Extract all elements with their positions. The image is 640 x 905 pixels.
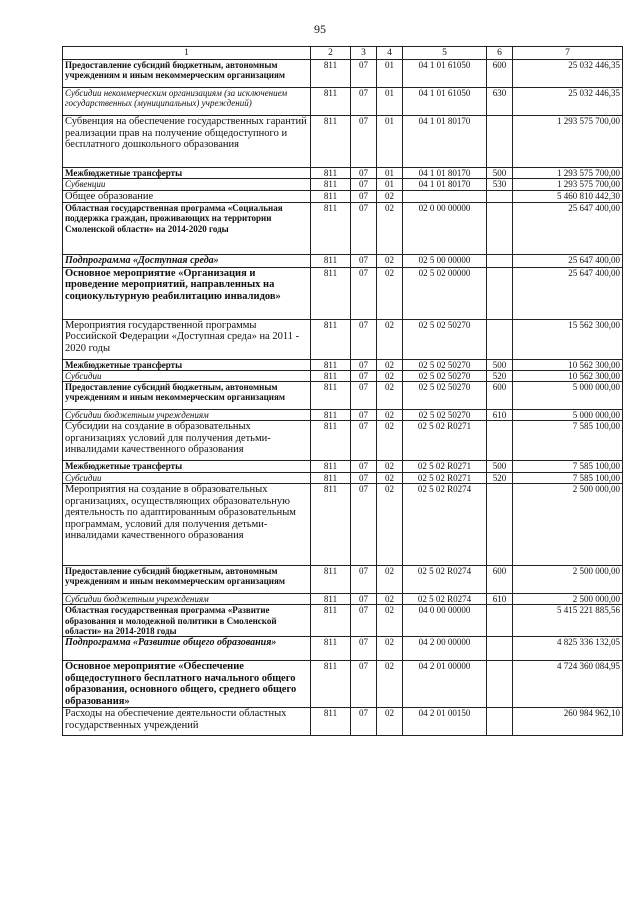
table-row (63, 116, 623, 168)
row-target-article: 02 5 02 R0274 (403, 484, 487, 566)
row-amount: 25 032 446,35 (513, 60, 623, 88)
row-code: 811 (311, 472, 351, 483)
row-name: Предоставление субсидий бюджетным, автономным учреждениям и иным некоммерческим организациям (63, 566, 311, 594)
table-row (63, 168, 623, 179)
row-amount: 1 293 575 700,00 (513, 168, 623, 179)
row-code: 811 (311, 88, 351, 116)
table-header-row (63, 47, 623, 60)
row-expense-type: 530 (487, 179, 513, 190)
row-subsection: 02 (377, 382, 403, 410)
row-name: Межбюджетные трансферты (63, 168, 311, 179)
row-target-article: 04 1 01 80170 (403, 168, 487, 179)
page-number: 95 (314, 22, 326, 36)
row-target-article: 02 5 02 R0271 (403, 472, 487, 483)
row-expense-type: 630 (487, 88, 513, 116)
table-row (63, 461, 623, 472)
row-name: Общее образование (63, 190, 311, 203)
row-name: Межбюджетные трансферты (63, 461, 311, 472)
row-code: 811 (311, 116, 351, 168)
row-subsection: 02 (377, 661, 403, 708)
table-row (63, 566, 623, 594)
table-row (63, 382, 623, 410)
row-name: Субвенции (63, 179, 311, 190)
row-subsection: 02 (377, 370, 403, 381)
row-section: 07 (351, 370, 377, 381)
column-header: 3 (351, 47, 377, 60)
column-header: 1 (63, 47, 311, 60)
row-amount: 4 724 360 084,95 (513, 661, 623, 708)
row-subsection: 02 (377, 410, 403, 421)
row-section: 07 (351, 661, 377, 708)
table-row (63, 255, 623, 268)
row-subsection: 02 (377, 566, 403, 594)
table-row (63, 637, 623, 661)
row-amount: 2 500 000,00 (513, 594, 623, 605)
row-target-article: 04 2 01 00150 (403, 708, 487, 736)
row-expense-type: 520 (487, 472, 513, 483)
row-expense-type: 610 (487, 410, 513, 421)
row-name: Субсидии (63, 370, 311, 381)
row-name: Подпрограмма «Доступная среда» (63, 255, 311, 268)
row-target-article: 02 5 02 R0274 (403, 566, 487, 594)
row-section: 07 (351, 116, 377, 168)
row-code: 811 (311, 382, 351, 410)
row-name: Областная государственная программа «Социальная поддержка граждан, проживающих на территории Смоленской области» на 2014-2020 годы (63, 203, 311, 255)
row-target-article: 02 0 00 00000 (403, 203, 487, 255)
row-target-article: 02 5 00 00000 (403, 255, 487, 268)
row-code: 811 (311, 594, 351, 605)
row-code: 811 (311, 359, 351, 370)
row-section: 07 (351, 461, 377, 472)
row-name: Субвенция на обеспечение государственных гарантий реализации прав на получение общедоступного и бесплатного дошкольного образования (63, 116, 311, 168)
row-code: 811 (311, 661, 351, 708)
row-amount: 2 500 000,00 (513, 566, 623, 594)
row-target-article: 02 5 02 50270 (403, 410, 487, 421)
row-code: 811 (311, 168, 351, 179)
row-name: Субсидии бюджетным учреждениям (63, 594, 311, 605)
row-amount: 260 984 962,10 (513, 708, 623, 736)
row-amount: 10 562 300,00 (513, 359, 623, 370)
table-row (63, 484, 623, 566)
row-subsection: 02 (377, 484, 403, 566)
row-expense-type: 500 (487, 461, 513, 472)
row-section: 07 (351, 203, 377, 255)
row-amount: 2 500 000,00 (513, 484, 623, 566)
row-amount: 10 562 300,00 (513, 370, 623, 381)
row-code: 811 (311, 410, 351, 421)
row-expense-type (487, 661, 513, 708)
row-target-article: 04 1 01 61050 (403, 88, 487, 116)
row-code: 811 (311, 255, 351, 268)
row-amount: 5 000 000,00 (513, 382, 623, 410)
row-subsection: 01 (377, 179, 403, 190)
row-code: 811 (311, 637, 351, 661)
row-name: Предоставление субсидий бюджетным, автономным учреждениям и иным некоммерческим организациям (63, 60, 311, 88)
row-expense-type (487, 319, 513, 359)
row-code: 811 (311, 319, 351, 359)
row-expense-type (487, 267, 513, 319)
row-amount: 15 562 300,00 (513, 319, 623, 359)
row-name: Субсидии некоммерческим организациям (за исключением государственных (муниципальных) учреждений) (63, 88, 311, 116)
row-expense-type: 520 (487, 370, 513, 381)
row-expense-type (487, 605, 513, 637)
row-expense-type: 600 (487, 382, 513, 410)
row-expense-type: 600 (487, 566, 513, 594)
table-row (63, 60, 623, 88)
table-row (63, 421, 623, 461)
row-subsection: 02 (377, 359, 403, 370)
row-subsection: 01 (377, 88, 403, 116)
row-section: 07 (351, 484, 377, 566)
row-subsection: 01 (377, 60, 403, 88)
row-name: Расходы на обеспечение деятельности областных государственных учреждений (63, 708, 311, 736)
row-expense-type: 600 (487, 60, 513, 88)
row-name: Основное мероприятие «Организация и проведение мероприятий, направленных на социокультурную реабилитацию инвалидов» (63, 267, 311, 319)
row-section: 07 (351, 319, 377, 359)
row-expense-type (487, 637, 513, 661)
table-row (63, 661, 623, 708)
row-expense-type (487, 255, 513, 268)
row-subsection: 02 (377, 421, 403, 461)
row-code: 811 (311, 421, 351, 461)
row-target-article: 04 0 00 00000 (403, 605, 487, 637)
row-section: 07 (351, 594, 377, 605)
row-amount: 25 032 446,35 (513, 88, 623, 116)
table-row (63, 359, 623, 370)
row-expense-type: 500 (487, 359, 513, 370)
row-target-article: 04 1 01 80170 (403, 179, 487, 190)
table-row (63, 605, 623, 637)
row-amount: 4 825 336 132,05 (513, 637, 623, 661)
row-section: 07 (351, 421, 377, 461)
row-code: 811 (311, 267, 351, 319)
row-expense-type (487, 190, 513, 203)
table-row (63, 370, 623, 381)
row-expense-type (487, 708, 513, 736)
table-row (63, 267, 623, 319)
row-code: 811 (311, 60, 351, 88)
row-amount: 5 415 221 885,56 (513, 605, 623, 637)
row-section: 07 (351, 410, 377, 421)
row-code: 811 (311, 605, 351, 637)
row-expense-type (487, 203, 513, 255)
row-section: 07 (351, 566, 377, 594)
row-target-article: 04 1 01 80170 (403, 116, 487, 168)
row-amount: 5 460 810 442,30 (513, 190, 623, 203)
row-name: Межбюджетные трансферты (63, 359, 311, 370)
row-section: 07 (351, 382, 377, 410)
row-expense-type: 500 (487, 168, 513, 179)
row-section: 07 (351, 190, 377, 203)
row-code: 811 (311, 370, 351, 381)
row-target-article: 02 5 02 50270 (403, 359, 487, 370)
column-header: 6 (487, 47, 513, 60)
row-section: 07 (351, 179, 377, 190)
row-code: 811 (311, 461, 351, 472)
budget-table (62, 46, 623, 736)
row-target-article (403, 190, 487, 203)
table-row (63, 319, 623, 359)
row-code: 811 (311, 190, 351, 203)
row-name: Областная государственная программа «Развитие образования и молодежной политики в Смоленской области» на 2014-2018 годы (63, 605, 311, 637)
row-code: 811 (311, 179, 351, 190)
row-code: 811 (311, 708, 351, 736)
row-target-article: 02 5 02 50270 (403, 319, 487, 359)
column-header: 4 (377, 47, 403, 60)
row-subsection: 02 (377, 203, 403, 255)
row-subsection: 02 (377, 708, 403, 736)
row-name: Субсидии (63, 472, 311, 483)
row-name: Мероприятия государственной программы Российской Федерации «Доступная среда» на 2011 - 2020 годы (63, 319, 311, 359)
row-code: 811 (311, 484, 351, 566)
row-target-article: 04 2 01 00000 (403, 661, 487, 708)
row-section: 07 (351, 168, 377, 179)
row-section: 07 (351, 472, 377, 483)
column-header: 5 (403, 47, 487, 60)
row-amount: 7 585 100,00 (513, 472, 623, 483)
row-subsection: 02 (377, 267, 403, 319)
row-subsection: 02 (377, 255, 403, 268)
row-expense-type (487, 421, 513, 461)
row-target-article: 02 5 02 50270 (403, 370, 487, 381)
row-section: 07 (351, 708, 377, 736)
row-target-article: 04 2 00 00000 (403, 637, 487, 661)
row-section: 07 (351, 605, 377, 637)
row-amount: 25 647 400,00 (513, 255, 623, 268)
row-subsection: 02 (377, 319, 403, 359)
row-amount: 5 000 000,00 (513, 410, 623, 421)
row-name: Основное мероприятие «Обеспечение общедоступного бесплатного начального общего образования, основного общего, среднего общего образования» (63, 661, 311, 708)
row-expense-type (487, 484, 513, 566)
table-row (63, 472, 623, 483)
row-code: 811 (311, 203, 351, 255)
row-subsection: 01 (377, 116, 403, 168)
row-section: 07 (351, 637, 377, 661)
row-code: 811 (311, 566, 351, 594)
row-subsection: 02 (377, 594, 403, 605)
row-amount: 25 647 400,00 (513, 203, 623, 255)
row-subsection: 02 (377, 472, 403, 483)
row-subsection: 01 (377, 168, 403, 179)
row-section: 07 (351, 359, 377, 370)
row-target-article: 02 5 02 R0271 (403, 421, 487, 461)
row-name: Мероприятия на создание в образовательных организациях, осуществляющих образовательную деятельность по адаптированным образовательным программам, условий для получения детьми-инвалидами качественного образования (63, 484, 311, 566)
table-row (63, 708, 623, 736)
row-subsection: 02 (377, 637, 403, 661)
row-target-article: 02 5 02 00000 (403, 267, 487, 319)
row-amount: 1 293 575 700,00 (513, 116, 623, 168)
row-target-article: 02 5 02 50270 (403, 382, 487, 410)
row-amount: 7 585 100,00 (513, 461, 623, 472)
table-row (63, 179, 623, 190)
row-amount: 25 647 400,00 (513, 267, 623, 319)
table-row (63, 594, 623, 605)
column-header: 2 (311, 47, 351, 60)
table-row (63, 88, 623, 116)
row-section: 07 (351, 88, 377, 116)
table-row (63, 410, 623, 421)
table-row (63, 203, 623, 255)
row-section: 07 (351, 267, 377, 319)
row-subsection: 02 (377, 190, 403, 203)
table-row (63, 190, 623, 203)
row-subsection: 02 (377, 461, 403, 472)
row-section: 07 (351, 255, 377, 268)
row-name: Подпрограмма «Развитие общего образования» (63, 637, 311, 661)
row-target-article: 02 5 02 R0271 (403, 461, 487, 472)
row-subsection: 02 (377, 605, 403, 637)
row-target-article: 02 5 02 R0274 (403, 594, 487, 605)
row-name: Предоставление субсидий бюджетным, автономным учреждениям и иным некоммерческим организациям (63, 382, 311, 410)
row-name: Субсидии на создание в образовательных организациях условий для получения детьми-инвалидами качественного образования (63, 421, 311, 461)
row-section: 07 (351, 60, 377, 88)
row-amount: 7 585 100,00 (513, 421, 623, 461)
row-target-article: 04 1 01 61050 (403, 60, 487, 88)
row-expense-type (487, 116, 513, 168)
row-expense-type: 610 (487, 594, 513, 605)
column-header: 7 (513, 47, 623, 60)
row-name: Субсидии бюджетным учреждениям (63, 410, 311, 421)
row-amount: 1 293 575 700,00 (513, 179, 623, 190)
